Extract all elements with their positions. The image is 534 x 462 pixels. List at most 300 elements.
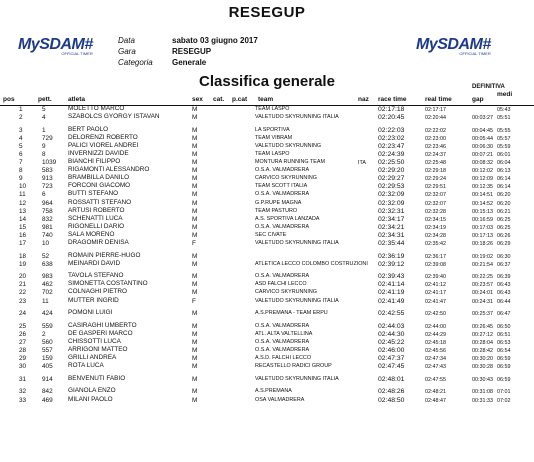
cell-pos: 24 (19, 310, 27, 318)
col-cat: cat. (213, 96, 225, 103)
event-meta (118, 35, 258, 68)
cell-real-time: 02:35:42 (425, 241, 446, 247)
cell-team: ATLETICA LECCO COLOMBO COSTRUZIONI (255, 260, 368, 267)
meta-row (118, 57, 258, 68)
cell-race-time: 02:48:26 (378, 388, 405, 396)
cell-sex: M (192, 142, 198, 150)
cell-team: LA SPORTIVA (255, 126, 290, 133)
cell-sex: M (192, 330, 198, 338)
cell-team: A.S. SPORTIVA LANZADA (255, 215, 320, 222)
cell-atleta: MILANI PAOLO (68, 395, 113, 403)
cell-pett: 5 (42, 106, 46, 113)
cell-sex: M (192, 396, 198, 404)
cell-real-time: 02:17:17 (425, 107, 446, 113)
cell-real-time: 02:41:17 (425, 290, 446, 297)
cell-sex: M (192, 355, 198, 363)
cell-pos: 27 (19, 338, 27, 346)
meta-label: Categoria (118, 58, 153, 67)
cell-race-time: 02:25:50 (378, 159, 405, 167)
cell-atleta: GRILLI ANDREA (68, 354, 117, 362)
cell-race-time: 02:47:37 (378, 355, 405, 363)
cell-race-time: 02:46:00 (378, 347, 405, 355)
table-row (0, 114, 534, 127)
cell-sex: M (192, 289, 198, 297)
cell-atleta: PALICI VIOREL ANDREI (68, 141, 139, 149)
cell-gap: 00:31:33 (472, 397, 493, 404)
cell-sex: M (192, 273, 198, 281)
cell-gap: 00:24:01 (472, 290, 493, 297)
cell-real-time: 02:47:55 (425, 376, 446, 383)
cell-medi: 06:43 (497, 282, 511, 289)
cell-sex: M (192, 310, 198, 318)
cell-sex: M (192, 167, 198, 175)
col-atleta: atleta (68, 96, 85, 103)
cell-real-time: 02:39:08 (425, 261, 446, 268)
cell-race-time: 02:36:19 (378, 252, 405, 260)
cell-pos: 6 (19, 150, 23, 158)
cell-race-time: 02:44:30 (378, 330, 405, 338)
cell-medi: 06:20 (497, 200, 511, 207)
cell-atleta: ROMAIN PIERRE-HUGO (68, 251, 141, 259)
cell-medi: 07:01 (497, 389, 511, 396)
cell-team: ASD FALCHI LECCO (255, 281, 307, 288)
cell-medi: 06:14 (497, 176, 511, 183)
cell-team: O.S.A. VALMADRERA (255, 347, 310, 354)
cell-real-time: 02:20:44 (425, 115, 446, 122)
cell-pett: 913 (42, 175, 53, 183)
cell-real-time: 02:45:56 (425, 348, 446, 355)
cell-race-time: 02:29:53 (378, 183, 405, 191)
cell-pos: 28 (19, 347, 27, 355)
cell-pos: 22 (19, 289, 27, 297)
cell-team: TEAM LASPO (255, 106, 290, 112)
col-gap: gap (472, 96, 484, 103)
cell-pett: 832 (42, 215, 53, 223)
cell-sex: M (192, 260, 198, 268)
cell-pos: 31 (19, 375, 27, 383)
cell-team: VALETUDO SKYRUNNING ITALIA (255, 114, 339, 121)
cell-pos: 8 (19, 167, 23, 175)
cell-real-time: 02:22:02 (425, 127, 446, 134)
cell-pos: 12 (19, 199, 27, 207)
cell-real-time: 02:34:19 (425, 224, 446, 231)
cell-gap: 00:03:27 (472, 115, 493, 122)
cell-gap: 00:08:32 (472, 160, 493, 167)
cell-pett: 983 (42, 273, 53, 281)
cell-medi: 06:25 (497, 216, 511, 223)
cell-atleta: COLNAGHI PIETRO (68, 288, 127, 296)
cell-gap: 00:28:42 (472, 348, 493, 355)
cell-race-time: 02:20:45 (378, 114, 405, 122)
cell-atleta: DELORENZI ROBERTO (68, 133, 138, 141)
cell-real-time: 02:47:34 (425, 356, 446, 363)
cell-team: VALETUDO SKYRUNNING ITALIA (255, 297, 339, 304)
cell-pos: 20 (19, 273, 27, 281)
cell-atleta: MEINARDI DAVID (68, 259, 121, 267)
cell-atleta: DE GASPERI MARCO (68, 329, 133, 337)
cell-real-time: 02:41:47 (425, 298, 446, 305)
cell-medi: 06:25 (497, 224, 511, 231)
logo-text: MySDAM (416, 36, 483, 53)
col-medi: medi (497, 91, 513, 98)
cell-pett: 560 (42, 338, 53, 346)
cell-gap: 00:26:45 (472, 323, 493, 330)
cell-medi: 06:54 (497, 348, 511, 355)
cell-medi: 06:21 (497, 208, 511, 215)
cell-real-time: 02:48:47 (425, 397, 446, 404)
cell-pett: 462 (42, 281, 53, 289)
cell-medi: 06:59 (497, 376, 511, 383)
cell-pos: 10 (19, 183, 27, 191)
cell-medi: 05:51 (497, 115, 511, 122)
cell-pett: 2 (42, 330, 46, 338)
cell-team: A.S.PREMANA - TEAM ERPU (255, 310, 328, 317)
cell-race-time: 02:32:09 (378, 199, 405, 207)
cell-team: TEAM VIBRAM (255, 134, 293, 141)
cell-pos: 2 (19, 114, 23, 122)
col-real-time: real time (425, 96, 452, 103)
cell-sex: M (192, 134, 198, 142)
cell-race-time: 02:48:50 (378, 396, 405, 404)
cell-atleta: BUTTI STEFANO (68, 190, 119, 198)
cell-gap: 00:07:21 (472, 151, 493, 158)
cell-gap: 00:14:51 (472, 192, 493, 199)
cell-team: O.S.A. VALMADRERA (255, 223, 310, 230)
cell-pos: 5 (19, 142, 23, 150)
col-naz: naz (358, 96, 369, 103)
hash-icon: # (84, 36, 93, 53)
cell-team: G.P.RUPE MAGNA (255, 199, 302, 206)
cell-real-time: 02:39:40 (425, 274, 446, 281)
col-pcat: p.cat (232, 96, 248, 103)
cell-pett: 10 (42, 240, 50, 247)
cell-pett: 9 (42, 142, 46, 150)
cell-pos: 11 (19, 191, 26, 199)
cell-gap: 00:24:31 (472, 298, 493, 305)
cell-sex: M (192, 106, 198, 113)
col-team: team (258, 96, 274, 103)
cell-real-time: 02:32:07 (425, 192, 446, 199)
cell-gap: 00:22:25 (472, 274, 493, 281)
cell-pett: 723 (42, 183, 53, 191)
cell-gap: 00:04:45 (472, 127, 493, 134)
cell-atleta: MOLETTO MARCO (68, 105, 125, 112)
cell-race-time: 02:23:47 (378, 142, 405, 150)
cell-atleta: ARRIGONI MATTEO (68, 346, 128, 354)
cell-pett: 740 (42, 231, 53, 239)
cell-team: VALETUDO SKYRUNNING ITALIA (255, 375, 339, 382)
cell-race-time: 02:39:43 (378, 273, 405, 281)
cell-pos: 32 (19, 388, 27, 396)
cell-medi: 06:43 (497, 290, 511, 297)
cell-real-time: 02:29:24 (425, 176, 446, 183)
cell-atleta: ARTUSI ROBERTO (68, 206, 125, 214)
cell-real-time: 02:41:12 (425, 282, 446, 289)
cell-pos: 15 (19, 223, 27, 231)
cell-team: O.S.A. VALMADRERA (255, 273, 310, 280)
cell-sex: M (192, 388, 198, 396)
cell-atleta: ROSSATTI STEFANO (68, 198, 132, 206)
cell-sex: M (192, 150, 198, 158)
cell-atleta: ROTA LUCA (68, 362, 104, 370)
cell-medi: 07:02 (497, 397, 511, 404)
cell-gap: 00:31:08 (472, 389, 493, 396)
event-title: RESEGUP (228, 4, 306, 21)
cell-team: VALETUDO SKYRUNNING ITALIA (255, 240, 339, 246)
cell-sex: F (192, 297, 196, 305)
cell-pett: 559 (42, 322, 53, 330)
cell-team: ATL. ALTA VALTELLINA (255, 330, 313, 337)
cell-race-time: 02:48:01 (378, 375, 405, 383)
cell-pos: 21 (19, 281, 27, 289)
cell-pett: 52 (42, 252, 50, 260)
cell-pos: 25 (19, 322, 27, 330)
cell-medi: 06:29 (497, 241, 511, 247)
cell-race-time: 02:32:09 (378, 191, 405, 199)
cell-medi: 06:14 (497, 184, 511, 191)
cell-real-time: 02:25:48 (425, 160, 446, 167)
cell-race-time: 02:34:17 (378, 215, 405, 223)
cell-sex: M (192, 183, 198, 191)
col-pos: pos (3, 96, 15, 103)
cell-gap: 00:17:13 (472, 232, 493, 239)
cell-sex: M (192, 347, 198, 355)
cell-sex: M (192, 215, 198, 223)
cell-sex: M (192, 322, 198, 330)
cell-medi: 06:39 (497, 274, 511, 281)
cell-sex: F (192, 240, 196, 247)
cell-pett: 842 (42, 388, 53, 396)
hash-icon: # (482, 36, 491, 53)
cell-pos: 29 (19, 355, 27, 363)
cell-atleta: RIGONELLI DARIO (68, 222, 125, 230)
cell-team: RECASTELLO RADICI GROUP (255, 363, 332, 370)
cell-pos: 1 (19, 106, 23, 113)
cell-race-time: 02:22:03 (378, 126, 405, 134)
cell-race-time: 02:34:31 (378, 231, 405, 239)
page-title: Classifica generale (199, 73, 335, 90)
cell-sex: M (192, 375, 198, 383)
cell-race-time: 02:41:19 (378, 289, 405, 297)
cell-sex: M (192, 252, 198, 260)
col-pett: pett. (38, 96, 52, 103)
cell-real-time: 02:44:00 (425, 323, 446, 330)
cell-medi: 06:59 (497, 356, 511, 363)
cell-race-time: 02:29:20 (378, 167, 405, 175)
cell-medi: 06:26 (497, 232, 511, 239)
cell-real-time: 02:42:50 (425, 311, 446, 318)
cell-gap: 00:12:35 (472, 184, 493, 191)
cell-pett: 583 (42, 167, 53, 175)
cell-team: SEC CIVATE (255, 231, 287, 238)
cell-real-time: 02:23:46 (425, 143, 446, 150)
logo-subtitle: OFFICIAL TIMER (61, 51, 93, 56)
cell-team: O.S.A. VALMADRERA (255, 167, 310, 174)
cell-team: OSA VALMADRERA (255, 396, 305, 403)
cell-gap: 00:30:43 (472, 376, 493, 383)
meta-row (118, 35, 258, 46)
cell-race-time: 02:41:14 (378, 281, 405, 289)
cell-atleta: BENVENUTI FABIO (68, 374, 126, 382)
results-table (0, 106, 534, 405)
cell-gap: 00:12:02 (472, 168, 493, 175)
cell-gap: 00:06:30 (472, 143, 493, 150)
cell-sex: M (192, 126, 198, 134)
cell-race-time: 02:47:45 (378, 363, 405, 371)
cell-team: VALETUDO SKYRUNNING (255, 142, 322, 149)
cell-pos: 3 (19, 126, 23, 134)
cell-atleta: INVERNIZZI DAVIDE (68, 149, 129, 157)
cell-pett: 729 (42, 134, 53, 142)
cell-atleta: SIMONETTA COSTANTINO (68, 280, 148, 288)
col-race-time: race time (378, 96, 407, 103)
cell-race-time: 02:35:44 (378, 240, 405, 247)
cell-atleta: SALA MORENO (68, 230, 115, 238)
cell-sex: M (192, 338, 198, 346)
cell-pett: 981 (42, 223, 53, 231)
cell-gap: 00:21:54 (472, 261, 493, 268)
cell-medi: 06:13 (497, 168, 511, 175)
cell-team: O.S.A. VALMADRERA (255, 338, 310, 345)
cell-pett: 159 (42, 355, 53, 363)
cell-race-time: 02:23:02 (378, 134, 405, 142)
cell-pos: 9 (19, 175, 23, 183)
cell-pos: 19 (19, 260, 27, 268)
cell-sex: M (192, 199, 198, 207)
cell-atleta: DRAGOMIR DENISA (68, 239, 129, 246)
table-row (0, 240, 534, 253)
cell-sex: M (192, 223, 198, 231)
cell-pett: 638 (42, 260, 53, 268)
cell-sex: M (192, 175, 198, 183)
cell-pos: 18 (19, 252, 27, 260)
cell-pett: 469 (42, 396, 53, 404)
cell-team: O.S.A. VALMADRERA (255, 322, 310, 329)
cell-gap: 00:17:03 (472, 224, 493, 231)
cell-medi: 06:44 (497, 298, 511, 305)
cell-atleta: RIGAMONTI ALESSANDRO (68, 166, 150, 174)
cell-real-time: 02:47:43 (425, 364, 446, 371)
cell-real-time: 02:36:17 (425, 253, 446, 260)
cell-medi: 06:37 (497, 261, 511, 268)
cell-medi: 05:43 (497, 107, 511, 113)
cell-race-time: 02:29:27 (378, 175, 405, 183)
cell-pos: 4 (19, 134, 23, 142)
cell-pett: 1039 (42, 159, 57, 167)
cell-team: MONTURA RUNNING TEAM (255, 159, 325, 166)
cell-team: O.S.A. VALMADRERA (255, 191, 310, 198)
cell-gap: 00:12:09 (472, 176, 493, 183)
cell-medi: 05:57 (497, 135, 511, 142)
cell-pos: 23 (19, 297, 27, 305)
cell-pett: 4 (42, 114, 46, 122)
cell-pos: 26 (19, 330, 27, 338)
cell-sex: M (192, 159, 198, 167)
cell-sex: M (192, 231, 198, 239)
cell-gap: 00:19:02 (472, 253, 493, 260)
cell-team: CARVICO SKYRUNNING (255, 289, 317, 296)
cell-pett: 557 (42, 347, 53, 355)
cell-pett: 424 (42, 310, 53, 318)
cell-pett: 405 (42, 363, 53, 371)
cell-medi: 06:01 (497, 151, 511, 158)
cell-atleta: GIANOLA ENZO (68, 387, 116, 395)
table-row (0, 397, 534, 405)
cell-race-time: 02:45:22 (378, 338, 405, 346)
cell-medi: 06:30 (497, 253, 511, 260)
cell-race-time: 02:32:31 (378, 207, 405, 215)
cell-team: CARVICO SKYRUNNING (255, 175, 317, 182)
mysdam-logo-right (416, 36, 491, 56)
status-badge: DEFINITIVA (472, 84, 505, 90)
cell-race-time: 02:41:49 (378, 297, 405, 305)
cell-medi: 05:59 (497, 143, 511, 150)
cell-sex: M (192, 191, 198, 199)
cell-pos: 13 (19, 207, 27, 215)
cell-sex: M (192, 114, 198, 122)
logo-subtitle: OFFICIAL TIMER (459, 51, 491, 56)
cell-medi: 06:53 (497, 339, 511, 346)
meta-value: RESEGUP (172, 47, 212, 56)
cell-pett: 758 (42, 207, 53, 215)
cell-real-time: 02:34:28 (425, 232, 446, 239)
cell-real-time: 02:48:21 (425, 389, 446, 396)
cell-real-time: 02:24:37 (425, 151, 446, 158)
cell-race-time: 02:44:03 (378, 322, 405, 330)
cell-real-time: 02:34:15 (425, 216, 446, 223)
cell-pett: 11 (42, 297, 49, 305)
cell-atleta: POMONI LUIGI (68, 309, 113, 317)
cell-team: TEAM PASTURO (255, 207, 298, 214)
cell-team: A.S.D. FALCHI LECCO (255, 355, 312, 362)
meta-row (118, 46, 258, 57)
cell-race-time: 02:24:39 (378, 150, 405, 158)
cell-gap: 00:18:26 (472, 241, 493, 247)
cell-pett: 8 (42, 150, 46, 158)
meta-value: Generale (172, 58, 207, 67)
cell-pos: 14 (19, 215, 27, 223)
cell-medi: 06:20 (497, 192, 511, 199)
cell-medi: 06:04 (497, 160, 511, 167)
cell-sex: M (192, 281, 198, 289)
cell-gap: 00:16:59 (472, 216, 493, 223)
cell-race-time: 02:34:21 (378, 223, 405, 231)
cell-atleta: BIANCHI FILIPPO (68, 158, 121, 166)
meta-value: sabato 03 giugno 2017 (172, 36, 258, 45)
cell-atleta: TAVOLA STEFANO (68, 272, 124, 280)
meta-label: Gara (118, 47, 136, 56)
cell-atleta: FORCONI GIACOMO (68, 182, 131, 190)
cell-gap: 00:23:57 (472, 282, 493, 289)
cell-atleta: SZABOLCS GYORGY ISTAVAN (68, 113, 160, 121)
cell-atleta: SCHENATTI LUCA (68, 214, 123, 222)
cell-medi: 06:47 (497, 311, 511, 318)
cell-real-time: 02:32:28 (425, 208, 446, 215)
cell-pett: 1 (42, 126, 46, 134)
col-sex: sex (192, 96, 203, 103)
cell-gap: 00:15:13 (472, 208, 493, 215)
cell-atleta: BERT PAOLO (68, 125, 109, 133)
table-row (0, 310, 534, 323)
cell-team: A.S.PREMANA (255, 388, 292, 395)
cell-pos: 7 (19, 159, 23, 167)
cell-race-time: 02:17:18 (378, 106, 405, 113)
cell-real-time: 02:45:18 (425, 339, 446, 346)
cell-medi: 06:59 (497, 364, 511, 371)
cell-gap: 00:28:04 (472, 339, 493, 346)
cell-pett: 702 (42, 289, 53, 297)
cell-atleta: BRAMBILLA DANILO (68, 174, 130, 182)
